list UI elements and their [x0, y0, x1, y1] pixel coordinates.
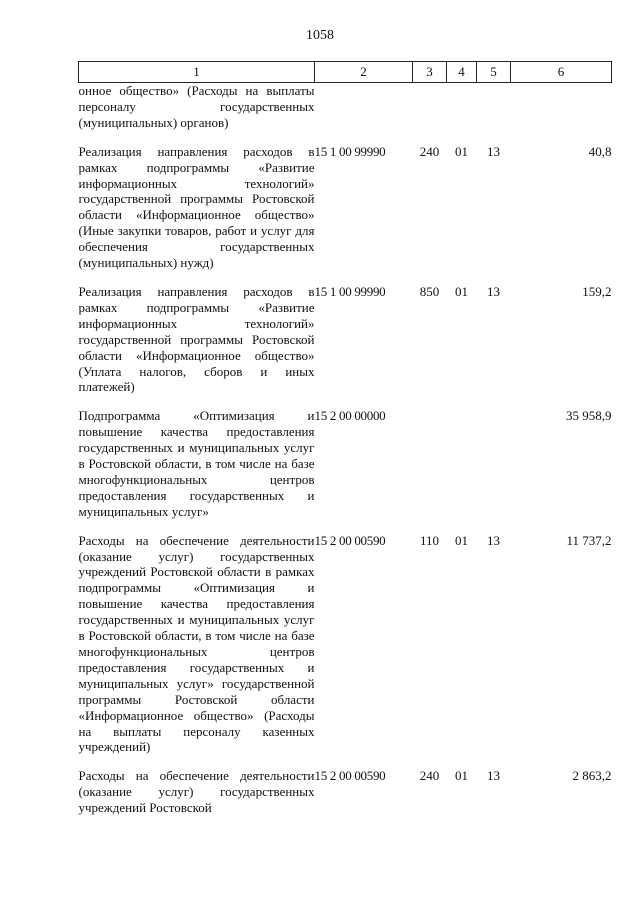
row-amount: 40,8 — [588, 143, 612, 159]
column-header: 1 — [79, 62, 315, 83]
row-amount: 11 737,2 — [566, 532, 612, 548]
row-col5: 13 — [487, 768, 500, 784]
row-col5 — [477, 83, 511, 131]
column-header: 3 — [413, 62, 447, 83]
row-col5 — [477, 395, 511, 519]
row-col4: 01 — [455, 283, 468, 299]
table-row — [79, 131, 612, 271]
row-code: 15 2 00 00590 — [314, 768, 386, 784]
row-col3: 850 — [419, 283, 440, 299]
row-amount — [511, 83, 612, 131]
table-row — [79, 271, 612, 395]
row-amount: 35 958,9 — [566, 408, 612, 424]
budget-table — [78, 61, 612, 816]
row-amount: 2 863,2 — [572, 768, 612, 784]
row-col3: 240 — [419, 143, 440, 159]
row-col3: 240 — [419, 768, 440, 784]
row-col5: 13 — [487, 143, 500, 159]
table-row — [79, 395, 612, 519]
column-header: 5 — [477, 62, 511, 83]
column-header: 4 — [447, 62, 477, 83]
row-col4: 01 — [455, 532, 468, 548]
row-col4: 01 — [455, 768, 468, 784]
row-description: Подпрограмма «Оптимизация и повышение качества предоставления государственных и муниципальных услуг в Ростовской области, в том числе на базе многофункциональных центров предоставления государственных и муниципальных услуг» — [78, 408, 315, 519]
column-header: 2 — [315, 62, 413, 83]
row-code: 15 2 00 00590 — [314, 532, 386, 548]
table-row — [79, 755, 612, 816]
row-description: Расходы на обеспечение деятельности (оказание услуг) государственных учреждений Ростовской — [78, 768, 315, 816]
row-col3 — [413, 395, 447, 519]
row-description: Реализация направления расходов в рамках подпрограммы «Развитие информационных технологий» государственной программы Ростовской области «Информационное общество» (Уплата налогов, сборов и иных платежей) — [78, 283, 315, 395]
table-row — [79, 83, 612, 131]
row-col4 — [447, 83, 477, 131]
row-description: Расходы на обеспечение деятельности (оказание услуг) государственных учреждений Ростовской области в рамках подпрограммы «Оптимизация и повышение качества предоставления государственных и муниципальных услуг в Ростовской области, в том числе на базе многофункциональных центров предоставления государственных и муниципальных услуг» государственной программы Ростовской области «Информационное общество» (Расходы на выплаты персоналу казенных учреждений) — [78, 532, 315, 755]
row-description: Реализация направления расходов в рамках подпрограммы «Развитие информационных технологий» государственной программы Ростовской области «Информационное общество» (Иные закупки товаров, работ и услуг для обеспечения государственных (муниципальных) нужд) — [78, 143, 315, 271]
table-header-row — [79, 62, 612, 83]
page-number: 1058 — [306, 28, 334, 43]
row-code: 15 1 00 99990 — [314, 283, 386, 299]
row-amount: 159,2 — [582, 283, 612, 299]
row-code — [315, 83, 413, 131]
row-col4 — [447, 395, 477, 519]
row-col3 — [413, 83, 447, 131]
row-col3: 110 — [419, 532, 440, 548]
row-description: онное общество» (Расходы на выплаты персоналу государственных (муниципальных) органов) — [78, 83, 315, 130]
row-col5: 13 — [487, 283, 500, 299]
row-col5: 13 — [487, 532, 500, 548]
row-col4: 01 — [455, 143, 468, 159]
column-header: 6 — [511, 62, 612, 83]
table-row — [79, 520, 612, 756]
row-code: 15 2 00 00000 — [314, 408, 386, 424]
row-code: 15 1 00 99990 — [314, 143, 386, 159]
